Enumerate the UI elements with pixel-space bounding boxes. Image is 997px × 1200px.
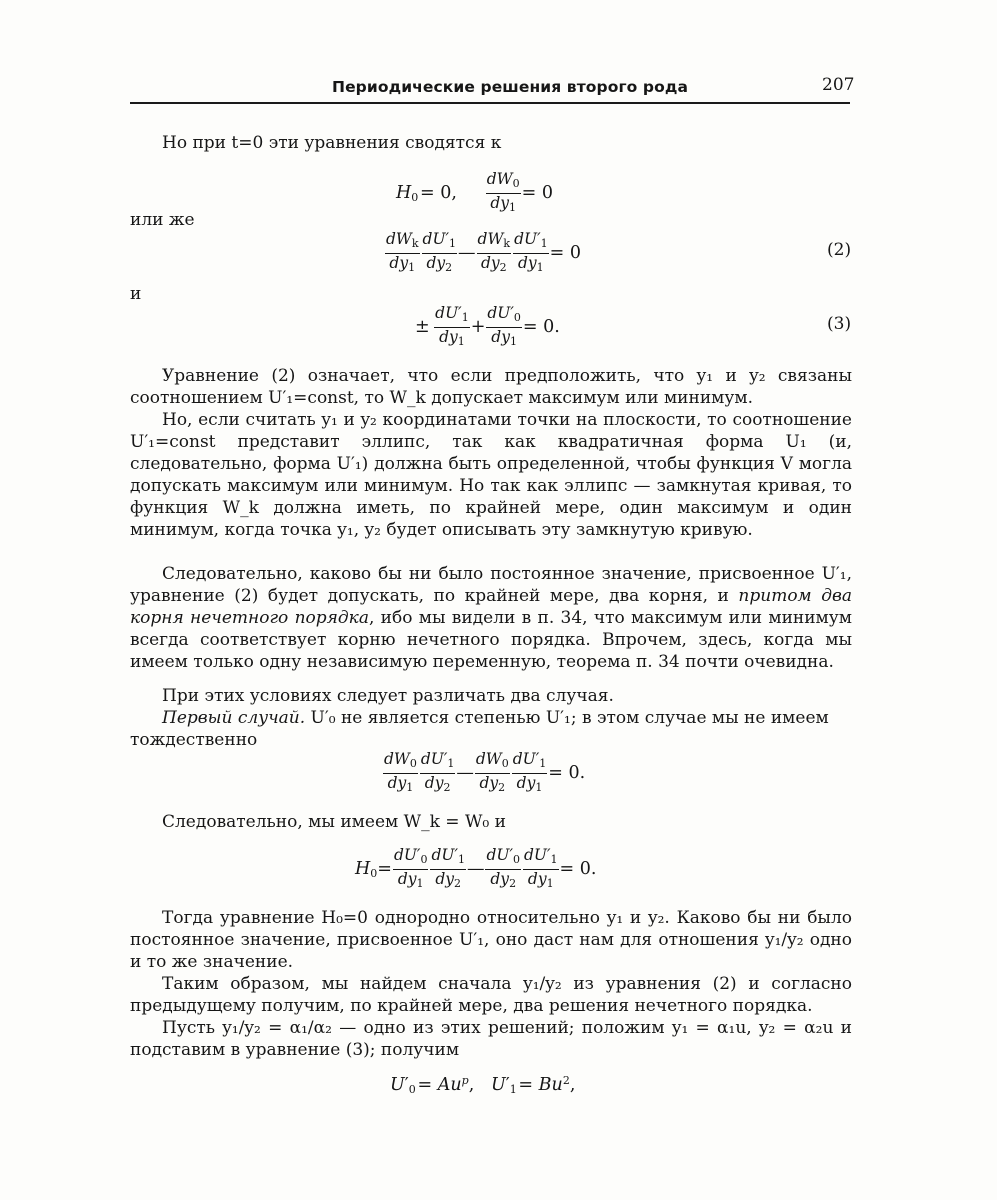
label-and: и — [130, 284, 142, 304]
equation-3-number: (3) — [827, 314, 852, 334]
label-or: или же — [130, 210, 195, 230]
paragraph-odd-roots — [130, 563, 852, 673]
paragraph-thus: Таким образом, мы найдем сначала y₁/y₂ из уравнения (2) и согласно предыдущему получим, по крайней мере, два решения нечетного порядка. — [130, 974, 852, 1016]
first-case-heading: Первый случай. — [162, 708, 306, 728]
equation-3: ± $\frac{dU'_1}{dy_1}$ + $\frac{dU'_0}{dy_1}$ = 0. — [415, 304, 560, 348]
equation-4: $\frac{dW_0}{dy_1}$ $\frac{dU'_1}{dy_2}$ — $\frac{dW_0}{dy_2}$ $\frac{dU'_1}{dy_1}$ = 0. — [384, 750, 586, 794]
paragraph-odd-roots-end: , ибо мы видели в п. 34, что максимум или минимум всегда соответствует корню нечетного порядка. Впрочем, здесь, когда мы имеем только одну независимую переменную, теорема п. 34 почти очевидна. — [130, 608, 853, 672]
paragraph-consequently: Следовательно, мы имеем W_k = W₀ и — [162, 812, 506, 832]
page-number: 207 — [822, 75, 855, 95]
equation-1: $H_0$ = 0, $\frac{dW_0}{dy_1}$ = 0 — [396, 170, 553, 214]
equation-6: $U'_0$ = $Au^p$, $U'_1$ = $Bu^2$, — [390, 1074, 576, 1096]
paragraph-equation-2-meaning: Уравнение (2) означает, что если предположить, что y₁ и y₂ связаны соотношением U′₁=const, то W_k допускает максимум или минимум. — [130, 366, 852, 408]
paragraph-homogeneous: Тогда уравнение H₀=0 однородно относительно y₁ и y₂. Каково бы ни было постоянное значение, присвоенное U′₁, оно даст нам для отношения y₁/y₂ одно и то же значение. — [130, 908, 852, 972]
paragraph-intro: Но при t=0 эти уравнения сводятся к — [162, 133, 502, 153]
equation-2: $\frac{dW_k}{dy_1}$ $\frac{dU'_1}{dy_2}$ — $\frac{dW_k}{dy_2}$ $\frac{dU'_1}{dy_1}$ = 0 — [386, 230, 581, 274]
equation-2-number: (2) — [827, 240, 852, 260]
paragraph-first-case — [130, 707, 852, 751]
equation-5: $H_0=$ $\frac{dU'_0}{dy_1}$ $\frac{dU'_1}{dy_2}$ — $\frac{dU'_0}{dy_2}$ $\frac{dU'_1}{dy_1}$ = 0. — [355, 846, 597, 890]
first-case-text: U′₀ не является степенью U′₁; в этом случае мы не имеем тождественно — [130, 708, 829, 750]
paragraph-odd-roots-start: Следовательно, каково бы ни было постоянное значение, присвоенное U′₁, уравнение (2) будет допускать, по крайней мере, два корня, и — [130, 564, 852, 606]
paragraph-two-cases: При этих условиях следует различать два случая. — [162, 686, 614, 706]
paragraph-ellipse: Но, если считать y₁ и y₂ координатами точки на плоскости, то соотношение U′₁=const представит эллипс, так как квадратичная форма U₁ (и, следовательно, форма U′₁) должна быть определенной, чтобы функция V могла допускать максимум или минимум. Но так как эллипс — замкнутая кривая, то функция W_k должна иметь, по крайней мере, один максимум и один минимум, когда точка y₁, y₂ будет описывать эту замкнутую кривую. — [130, 410, 852, 540]
header-rule — [130, 102, 850, 104]
paragraph-odd-roots-emphasis: притом два корня нечетного порядка — [130, 586, 853, 628]
running-header-title: Периодические решения второго рода — [332, 78, 689, 96]
paragraph-substitute: Пусть y₁/y₂ = α₁/α₂ — одно из этих решений; положим y₁ = α₁u, y₂ = α₂u и подставим в уравнение (3); получим — [130, 1018, 852, 1060]
